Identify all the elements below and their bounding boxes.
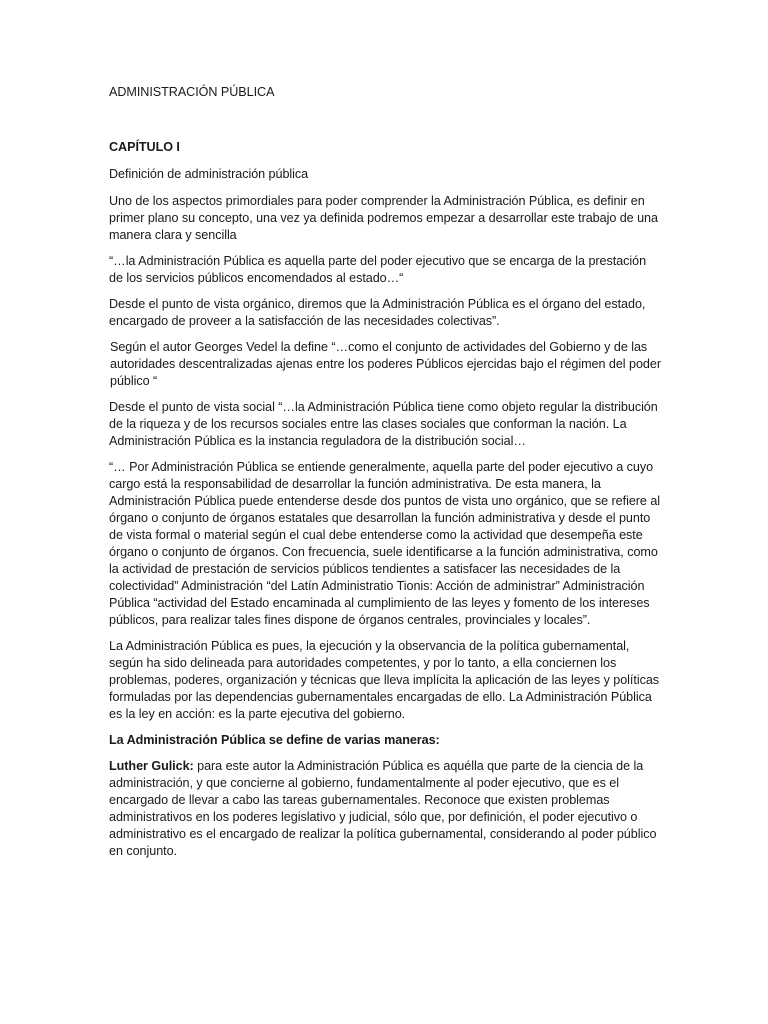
paragraph-gulick <box>109 758 661 860</box>
document-body <box>109 84 661 869</box>
paragraph-policy-execution: La Administración Pública es pues, la ejecución y la observancia de la política gubernamental, según ha sido delineada para autoridades competentes, y por lo tanto, a ella conciernen los problemas, poderes, organización y técnicas que lleva implícita la aplicación de las leyes y políticas formuladas por las dependencias gubernamentales encargadas de ello. La Administración Pública es la ley en acción: es la parte ejecutiva del gobierno. <box>109 639 660 721</box>
document-title: ADMINISTRACIÓN PÚBLICA <box>109 85 275 99</box>
author-name: Luther Gulick: <box>109 759 194 773</box>
paragraph-quote-executive: “…la Administración Pública es aquella parte del poder ejecutivo que se encarga de la prestación de los servicios públicos encomendados al estado…“ <box>109 254 647 285</box>
paragraph-vedel: Según el autor Georges Vedel la define “…como el conjunto de actividades del Gobierno y de las autoridades descentralizadas ajenas entre los poderes Públicos ejercidas bajo el régimen del poder público “ <box>110 340 661 388</box>
section-title: Definición de administración pública <box>109 167 309 181</box>
paragraph-intro: Uno de los aspectos primordiales para poder comprender la Administración Pública, es definir en primer plano su concepto, una vez ya definida podremos empezar a desarrollar este trabajo de una manera clara y sencilla <box>109 194 658 242</box>
subheading-definitions: La Administración Pública se define de varias maneras: <box>109 733 440 747</box>
gulick-definition: para este autor la Administración Pública es aquélla que parte de la ciencia de la administración, y que concierne al gobierno, fundamentalmente al poder ejecutivo, que es el encargado de llevar a cabo las tareas gubernamentales. Reconoce que existen problemas administrativos en los poderes legislativo y judicial, sólo que, por definición, el poder ejecutivo o administrativo es el encargado de realizar la política gubernamental, considerando al poder público en conjunto. <box>109 759 657 858</box>
paragraph-social-view: Desde el punto de vista social “…la Administración Pública tiene como objeto regular la distribución de la riqueza y de los recursos sociales entre las clases sociales que conforman la nación. La Administración Pública es la instancia reguladora de la distribución social… <box>109 400 658 448</box>
paragraph-general-definition: “… Por Administración Pública se entiende generalmente, aquella parte del poder ejecutivo a cuyo cargo está la responsabilidad de desarrollar la función administrativa. De esta manera, la Administración Pública puede entenderse desde dos puntos de vista uno orgánico, que se refiere al órgano o conjunto de órganos estatales que desarrollan la función administrativa y desde el punto de vista formal o material según el cual debe entenderse como la actividad que desempeña este órgano o conjunto de órganos. Con frecuencia, suele identificarse a la función administrativa, como la actividad de prestación de servicios públicos tendientes a satisfacer las necesidades de la colectividad” Administración “del Latín Administratio Tionis: Acción de administrar” Administración Pública “actividad del Estado encaminada al cumplimiento de las leyes y fomento de los intereses públicos, para realizar tales fines dispone de órganos centrales, provinciales y locales”. <box>109 460 661 627</box>
paragraph-organic-view: Desde el punto de vista orgánico, diremos que la Administración Pública es el órgano del estado, encargado de proveer a la satisfacción de las necesidades colectivas”. <box>109 297 646 328</box>
chapter-heading: CAPÍTULO I <box>109 140 180 154</box>
